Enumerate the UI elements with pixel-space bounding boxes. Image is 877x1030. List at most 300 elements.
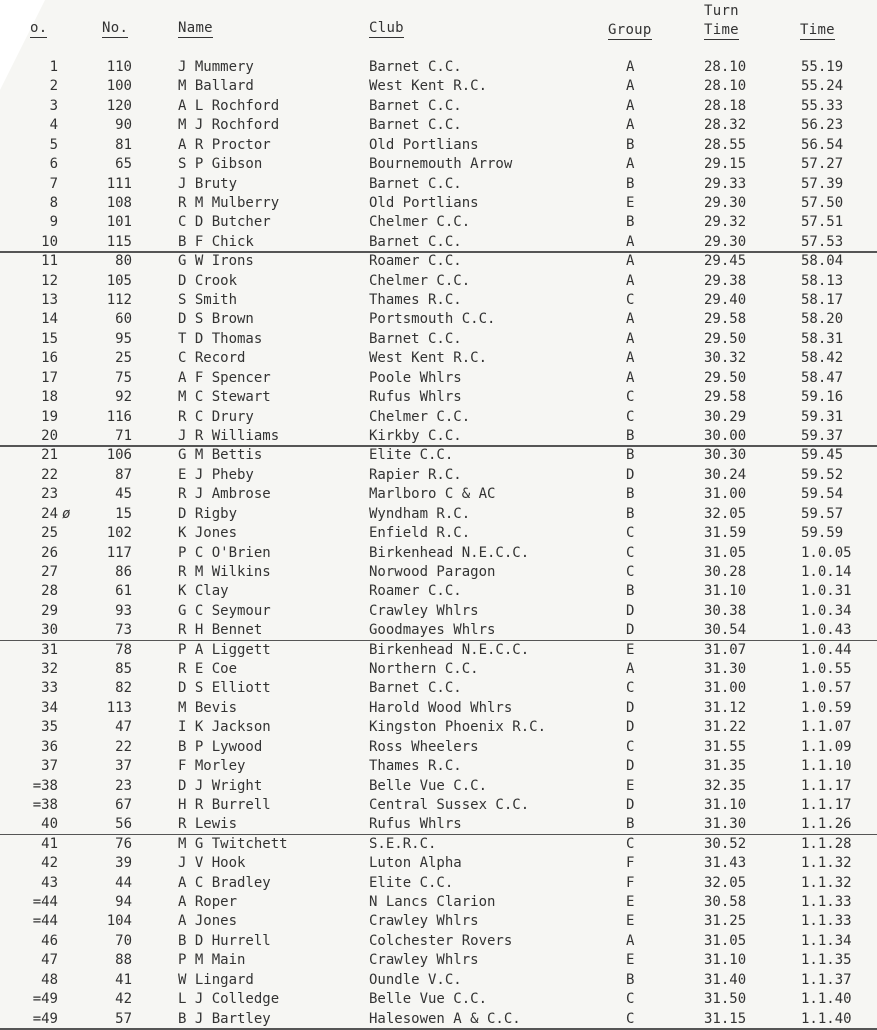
number-cell: 110 [106,59,132,75]
position-cell: =44 [32,913,58,930]
rider-name-cell: M C Stewart [178,389,271,406]
rider-name-cell: J V Hook [178,855,246,872]
rider-name-cell: B P Lywood [178,738,263,755]
position-cell: =49 [32,991,58,1008]
table-row [0,272,877,291]
club-cell: Goodmayes Whlrs [369,622,496,639]
number-cell: 105 [106,272,132,289]
club-cell: Barnet C.C. [369,233,462,250]
number-cell: 80 [115,253,132,270]
table-row [0,213,877,232]
table-row [0,155,877,174]
turn-time-cell: 31.50 [704,991,747,1008]
number-cell: 93 [115,602,132,619]
table-row [0,427,877,446]
header-number: No. [102,20,129,36]
club-cell: Enfield R.C. [369,525,471,542]
table-row [0,757,877,776]
rider-name-cell: R J Ambrose [178,486,271,503]
position-cell: 15 [41,330,58,347]
finish-time-cell: 1.0.57 [801,680,852,697]
position-cell: 34 [41,699,58,716]
group-cell: A [626,661,635,678]
number-cell: 95 [115,330,132,347]
table-row [0,524,877,543]
number-cell: 117 [106,544,132,561]
table-row [0,466,877,485]
club-cell: Kirkby C.C. [369,427,462,444]
number-cell: 94 [115,894,132,911]
position-cell: 35 [41,719,58,736]
turn-time-cell: 29.58 [704,389,747,406]
table-row [0,77,877,96]
header-turn-time: Time [704,22,739,38]
finish-time-cell: 59.16 [801,389,844,406]
finish-time-cell: 58.20 [801,311,844,328]
finish-time-cell: 1.0.34 [801,602,852,619]
turn-time-cell: 29.32 [704,214,747,231]
position-cell: 26 [41,544,58,561]
table-row [0,194,877,213]
finish-time-cell: 1.0.05 [801,544,852,561]
group-cell: D [626,796,635,813]
position-cell: =44 [32,894,58,911]
rider-name-cell: J Bruty [178,175,238,192]
group-cell: B [626,971,635,988]
table-row [0,621,877,640]
group-cell: D [626,699,635,716]
number-cell: 73 [115,622,132,639]
position-cell: 1 [49,59,58,75]
turn-time-cell: 30.58 [704,894,747,911]
table-row [0,951,877,970]
rider-name-cell: A C Bradley [178,874,271,891]
finish-time-cell: 58.47 [801,369,844,386]
table-row [0,971,877,990]
rider-name-cell: P M Main [178,952,246,969]
number-cell: 57 [115,1010,132,1027]
number-cell: 39 [115,855,132,872]
rider-name-cell: A Jones [178,913,238,930]
position-cell: 48 [41,971,58,988]
position-cell: 22 [41,466,58,483]
group-cell: E [626,913,635,930]
header-club: Club [369,20,404,36]
header-name: Name [178,20,213,36]
group-cell: A [626,311,635,328]
position-cell: 20 [41,427,58,444]
turn-time-cell: 32.05 [704,505,747,522]
group-cell: B [626,486,635,503]
rider-name-cell: K Jones [178,525,238,542]
finish-time-cell: 59.45 [801,447,844,464]
position-cell: 30 [41,622,58,639]
position-cell: =49 [32,1010,58,1027]
club-cell: Portsmouth C.C. [369,311,496,328]
table-row [0,369,877,388]
table-row [0,563,877,582]
rider-name-cell: R C Drury [178,408,254,425]
rider-name-cell: G M Bettis [178,447,263,464]
finish-time-cell: 59.57 [801,505,844,522]
group-cell: E [626,894,635,911]
table-row [0,505,877,524]
club-cell: Luton Alpha [369,855,462,872]
finish-time-cell: 1.1.40 [801,991,852,1008]
finish-time-cell: 1.0.55 [801,661,852,678]
finish-time-cell: 1.1.40 [801,1010,852,1027]
turn-time-cell: 29.38 [704,272,747,289]
position-cell: 23 [41,486,58,503]
rider-name-cell: R M Mulberry [178,194,280,211]
club-cell: Belle Vue C.C. [369,991,488,1008]
group-cell: C [626,738,635,755]
table-row [0,932,877,951]
rider-name-cell: I K Jackson [178,719,271,736]
club-cell: N Lancs Clarion [369,894,496,911]
group-cell: A [626,369,635,386]
finish-time-cell: 1.0.44 [801,641,852,658]
club-cell: Colchester Rovers [369,932,513,949]
finish-time-cell: 59.54 [801,486,844,503]
number-cell: 106 [106,447,132,464]
number-cell: 120 [106,97,132,114]
table-row [0,718,877,737]
club-cell: Belle Vue C.C. [369,777,488,794]
turn-time-cell: 30.28 [704,563,747,580]
number-cell: 25 [115,350,132,367]
position-cell: 36 [41,738,58,755]
finish-time-cell: 1.1.07 [801,719,852,736]
position-cell: 4 [49,117,58,134]
position-cell: 8 [49,194,58,211]
group-cell: C [626,389,635,406]
group-cell: C [626,680,635,697]
group-cell: A [626,233,635,250]
group-cell: E [626,952,635,969]
position-cell: 27 [41,563,58,580]
club-cell: Crawley Whlrs [369,602,479,619]
group-divider-line [0,1028,877,1030]
group-cell: A [626,97,635,114]
finish-time-cell: 1.1.28 [801,835,852,852]
club-cell: Wyndham R.C. [369,505,471,522]
table-row [0,641,877,660]
turn-time-cell: 29.30 [704,233,747,250]
club-cell: Elite C.C. [369,874,454,891]
table-row [0,485,877,504]
finish-time-cell: 1.1.17 [801,796,852,813]
group-cell: B [626,583,635,600]
club-cell: Crawley Whlrs [369,913,479,930]
group-cell: E [626,194,635,211]
rider-name-cell: T D Thomas [178,330,263,347]
number-cell: 44 [115,874,132,891]
turn-time-cell: 29.30 [704,194,747,211]
number-cell: 45 [115,486,132,503]
group-cell: A [626,350,635,367]
turn-time-cell: 30.32 [704,350,747,367]
position-cell: 24 [41,505,58,522]
finish-time-cell: 57.39 [801,175,844,192]
rider-name-cell: L J Colledge [178,991,280,1008]
table-row [0,58,877,77]
rider-name-cell: A Roper [178,894,238,911]
finish-time-cell: 1.1.10 [801,758,852,775]
club-cell: Chelmer C.C. [369,214,471,231]
turn-time-cell: 31.00 [704,486,747,503]
group-cell: A [626,330,635,347]
group-cell: A [626,253,635,270]
club-cell: Elite C.C. [369,447,454,464]
group-cell: C [626,525,635,542]
turn-time-cell: 30.52 [704,835,747,852]
number-cell: 101 [106,214,132,231]
rider-name-cell: B D Hurrell [178,932,271,949]
finish-time-cell: 1.1.35 [801,952,852,969]
position-cell: 41 [41,835,58,852]
header-position: o. [30,20,48,36]
club-cell: Chelmer C.C. [369,408,471,425]
club-cell: Ross Wheelers [369,738,479,755]
group-cell: D [626,466,635,483]
group-cell: C [626,835,635,852]
number-cell: 78 [115,641,132,658]
table-row [0,854,877,873]
finish-time-cell: 58.42 [801,350,844,367]
group-cell: C [626,544,635,561]
table-row [0,815,877,834]
turn-time-cell: 31.30 [704,816,747,833]
number-cell: 104 [106,913,132,930]
position-cell: 12 [41,272,58,289]
table-row [0,136,877,155]
number-cell: 75 [115,369,132,386]
rider-name-cell: K Clay [178,583,229,600]
turn-time-cell: 31.00 [704,680,747,697]
position-cell: 16 [41,350,58,367]
turn-time-cell: 31.40 [704,971,747,988]
rider-name-cell: A R Proctor [178,136,271,153]
number-cell: 82 [115,680,132,697]
turn-time-cell: 31.55 [704,738,747,755]
finish-time-cell: 1.1.09 [801,738,852,755]
position-cell: 47 [41,952,58,969]
number-cell: 102 [106,525,132,542]
finish-time-cell: 55.33 [801,97,844,114]
position-cell: 6 [49,156,58,173]
group-cell: A [626,117,635,134]
club-cell: Birkenhead N.E.C.C. [369,641,530,658]
turn-time-cell: 29.50 [704,369,747,386]
position-cell: 2 [49,78,58,95]
club-cell: Central Sussex C.C. [369,796,530,813]
rider-name-cell: J R Williams [178,427,280,444]
number-cell: 85 [115,661,132,678]
rider-name-cell: W Lingard [178,971,254,988]
rider-name-cell: G W Irons [178,253,254,270]
finish-time-cell: 56.54 [801,136,844,153]
rider-name-cell: S P Gibson [178,156,263,173]
turn-time-cell: 30.38 [704,602,747,619]
group-cell: A [626,59,635,75]
finish-time-cell: 1.1.17 [801,777,852,794]
turn-time-cell: 29.40 [704,292,747,309]
group-cell: B [626,136,635,153]
club-cell: Thames R.C. [369,292,462,309]
turn-time-cell: 28.10 [704,59,747,75]
number-cell: 112 [106,292,132,309]
position-cell: 10 [41,233,58,250]
turn-time-cell: 30.54 [704,622,747,639]
number-cell: 76 [115,835,132,852]
number-cell: 115 [106,233,132,250]
rider-name-cell: M G Twitchett [178,835,288,852]
table-row [0,835,877,854]
rider-name-cell: A F Spencer [178,369,271,386]
turn-time-cell: 31.59 [704,525,747,542]
finish-time-cell: 1.1.33 [801,894,852,911]
finish-time-cell: 1.1.26 [801,816,852,833]
table-row [0,446,877,465]
group-cell: D [626,719,635,736]
turn-time-cell: 29.50 [704,330,747,347]
rider-name-cell: B F Chick [178,233,254,250]
turn-time-cell: 30.29 [704,408,747,425]
turn-time-cell: 31.35 [704,758,747,775]
club-cell: Barnet C.C. [369,97,462,114]
finish-time-cell: 58.13 [801,272,844,289]
table-row [0,660,877,679]
position-cell: 11 [41,253,58,270]
group-cell: F [626,874,635,891]
position-cell: 42 [41,855,58,872]
rider-name-cell: J Mummery [178,59,254,75]
turn-time-cell: 28.55 [704,136,747,153]
table-row [0,777,877,796]
group-cell: C [626,292,635,309]
club-cell: Northern C.C. [369,661,479,678]
club-cell: Halesowen A & C.C. [369,1010,521,1027]
club-cell: S.E.R.C. [369,835,437,852]
table-row [0,97,877,116]
table-row [0,388,877,407]
club-cell: West Kent R.C. [369,78,488,95]
turn-time-cell: 30.00 [704,427,747,444]
rider-name-cell: F Morley [178,758,246,775]
position-cell: 5 [49,136,58,153]
group-cell: A [626,272,635,289]
header-group: Group [608,22,652,38]
table-row [0,582,877,601]
table-row [0,893,877,912]
turn-time-cell: 31.07 [704,641,747,658]
rider-name-cell: D J Wright [178,777,263,794]
number-cell: 86 [115,563,132,580]
group-cell: E [626,641,635,658]
rider-name-cell: D S Elliott [178,680,271,697]
finish-time-cell: 1.0.43 [801,622,852,639]
turn-time-cell: 30.24 [704,466,747,483]
finish-time-cell: 55.24 [801,78,844,95]
rider-name-cell: R M Wilkins [178,563,271,580]
number-cell: 111 [106,175,132,192]
turn-time-cell: 28.32 [704,117,747,134]
number-cell: 87 [115,466,132,483]
group-cell: B [626,175,635,192]
turn-time-cell: 31.10 [704,796,747,813]
table-row [0,1010,877,1029]
turn-time-cell: 31.25 [704,913,747,930]
table-row [0,738,877,757]
rider-name-cell: M Bevis [178,699,238,716]
club-cell: Kingston Phoenix R.C. [369,719,547,736]
club-cell: Roamer C.C. [369,253,462,270]
rider-name-cell: P C O'Brien [178,544,271,561]
club-cell: Barnet C.C. [369,117,462,134]
group-cell: E [626,777,635,794]
club-cell: Barnet C.C. [369,59,462,75]
finish-time-cell: 57.50 [801,194,844,211]
club-cell: Chelmer C.C. [369,272,471,289]
group-cell: A [626,932,635,949]
group-cell: C [626,991,635,1008]
rider-name-cell: H R Burrell [178,796,271,813]
turn-time-cell: 30.30 [704,447,747,464]
position-cell: 37 [41,758,58,775]
rider-name-cell: R Lewis [178,816,238,833]
position-cell: 9 [49,214,58,231]
position-cell: 29 [41,602,58,619]
finish-time-cell: 55.19 [801,59,844,75]
number-cell: 116 [106,408,132,425]
number-cell: 67 [115,796,132,813]
rider-name-cell: D Crook [178,272,238,289]
turn-time-cell: 31.05 [704,932,747,949]
position-cell: 46 [41,932,58,949]
group-cell: C [626,563,635,580]
number-cell: 42 [115,991,132,1008]
table-row [0,796,877,815]
group-cell: B [626,447,635,464]
turn-time-cell: 32.35 [704,777,747,794]
group-cell: B [626,427,635,444]
finish-time-cell: 56.23 [801,117,844,134]
finish-time-cell: 59.52 [801,466,844,483]
position-cell: 40 [41,816,58,833]
club-cell: Barnet C.C. [369,175,462,192]
table-row [0,874,877,893]
club-cell: Oundle V.C. [369,971,462,988]
turn-time-cell: 29.33 [704,175,747,192]
club-cell: West Kent R.C. [369,350,488,367]
table-row [0,912,877,931]
number-cell: 47 [115,719,132,736]
finish-time-cell: 58.04 [801,253,844,270]
club-cell: Poole Whlrs [369,369,462,386]
club-cell: Norwood Paragon [369,563,496,580]
table-row [0,175,877,194]
finish-time-cell: 1.1.34 [801,932,852,949]
group-cell: D [626,602,635,619]
group-cell: D [626,622,635,639]
turn-time-cell: 31.30 [704,661,747,678]
finish-time-cell: 59.37 [801,427,844,444]
header-time: Time [800,22,835,38]
club-cell: Bournemouth Arrow [369,156,513,173]
rider-name-cell: P A Liggett [178,641,271,658]
turn-time-cell: 31.12 [704,699,747,716]
